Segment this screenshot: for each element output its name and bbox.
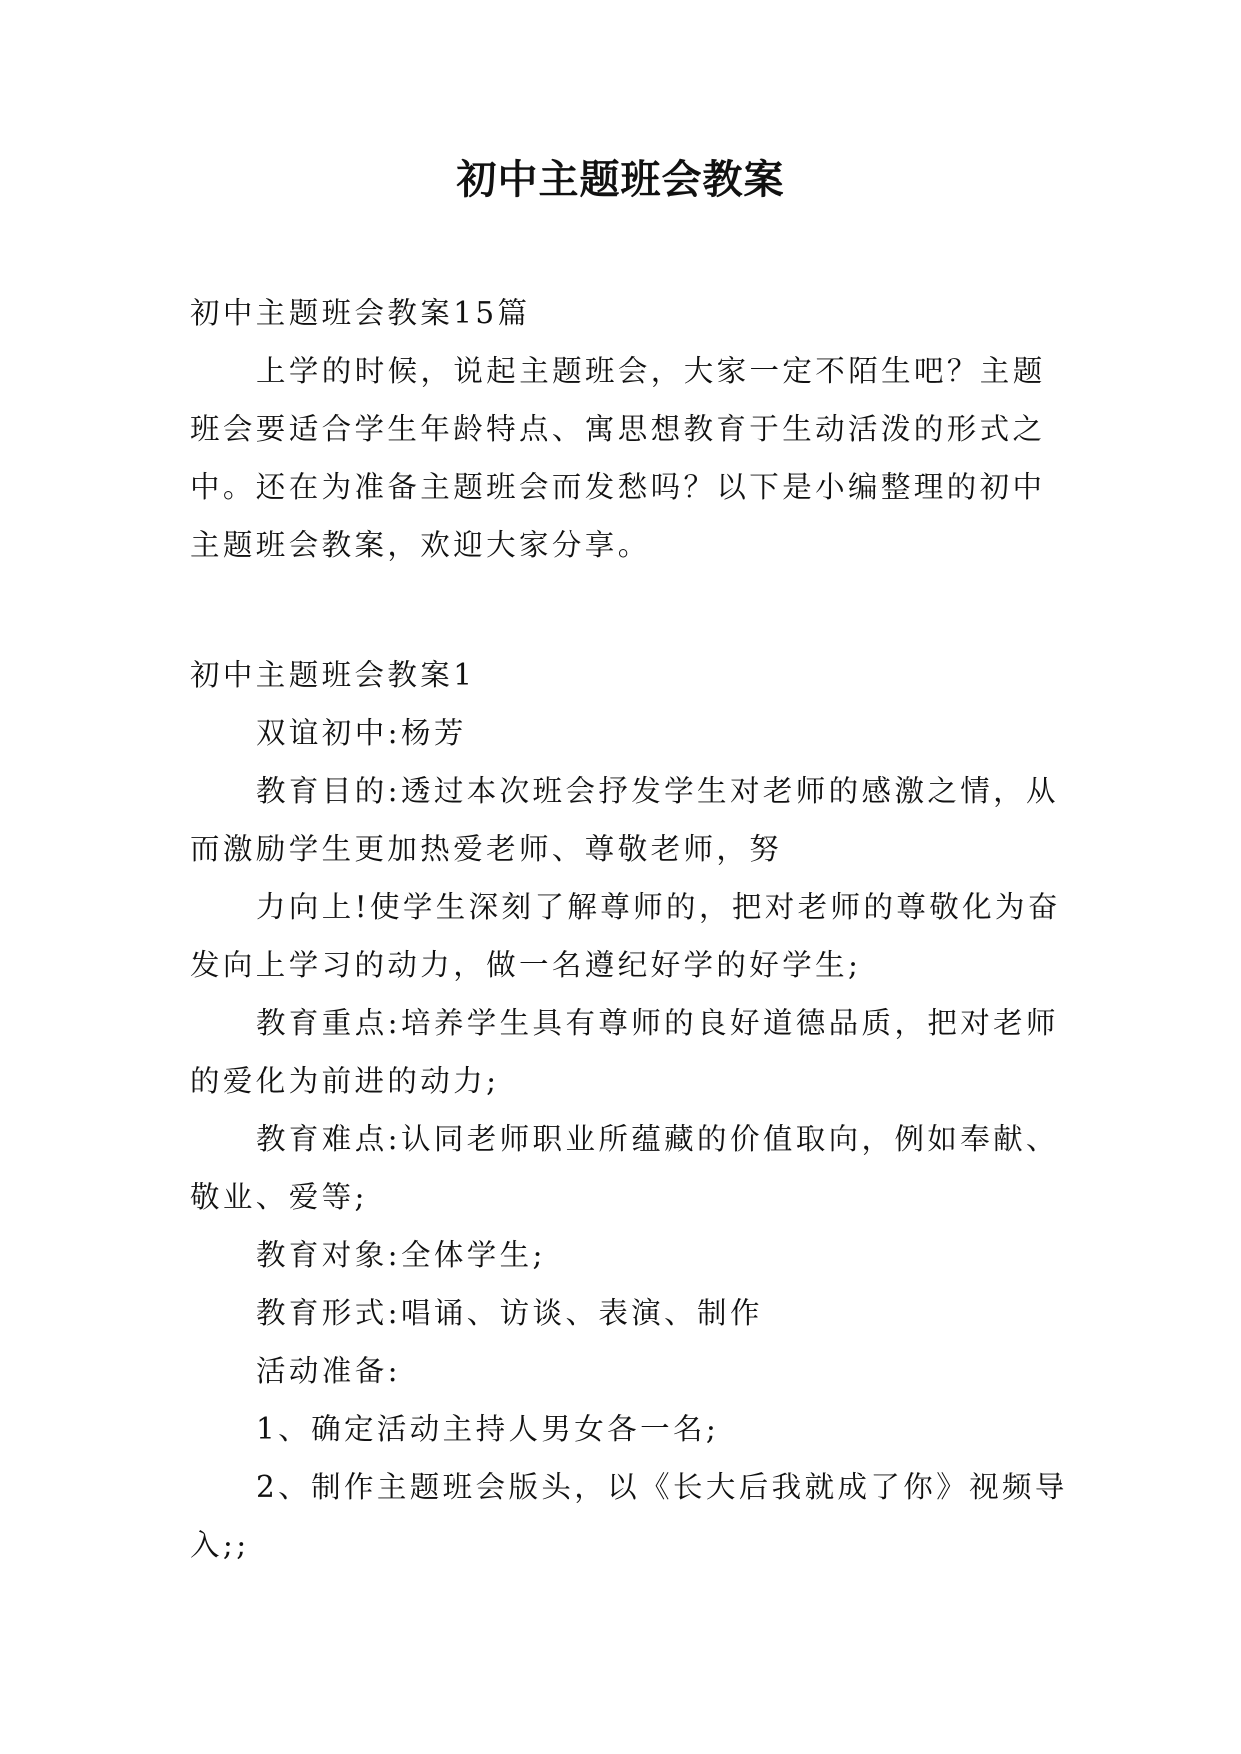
list-item: 1、确定活动主持人男女各一名; <box>256 1412 720 1446</box>
paragraph-purpose-continued: 力向上!使学生深刻了解尊师的，把对老师的尊敬化为奋发向上学习的动力，做一名遵纪好学的好学生; <box>190 890 1061 982</box>
paragraph-audience: 教育对象:全体学生; <box>256 1238 546 1272</box>
document-subtitle: 初中主题班会教案15篇 <box>190 296 531 330</box>
section-spacer <box>190 574 1070 646</box>
paragraph-format: 教育形式:唱诵、访谈、表演、制作 <box>256 1296 763 1330</box>
list-item: 2、制作主题班会版头，以《长大后我就成了你》视频导入;; <box>190 1470 1068 1562</box>
page-title: 初中主题班会教案 <box>456 156 785 203</box>
paragraph-focus: 教育重点:培养学生具有尊师的良好道德品质，把对老师的爱化为前进的动力; <box>190 1006 1059 1098</box>
section-heading: 初中主题班会教案1 <box>190 658 476 692</box>
author-line: 双谊初中:杨芳 <box>256 716 467 750</box>
paragraph-purpose: 教育目的:透过本次班会抒发学生对老师的感激之情，从而激励学生更加热爱老师、尊敬老师，努 <box>190 774 1059 866</box>
paragraph-difficulty: 教育难点:认同老师职业所蕴藏的价值取向，例如奉献、敬业、爱等; <box>190 1122 1059 1214</box>
document-body <box>190 284 1070 1574</box>
intro-paragraph: 上学的时候，说起主题班会，大家一定不陌生吧？主题班会要适合学生年龄特点、寓思想教育于生动活泼的形式之中。还在为准备主题班会而发愁吗？以下是小编整理的初中主题班会教案，欢迎大家分享。 <box>190 354 1046 562</box>
paragraph-preparation-heading: 活动准备: <box>256 1354 401 1388</box>
